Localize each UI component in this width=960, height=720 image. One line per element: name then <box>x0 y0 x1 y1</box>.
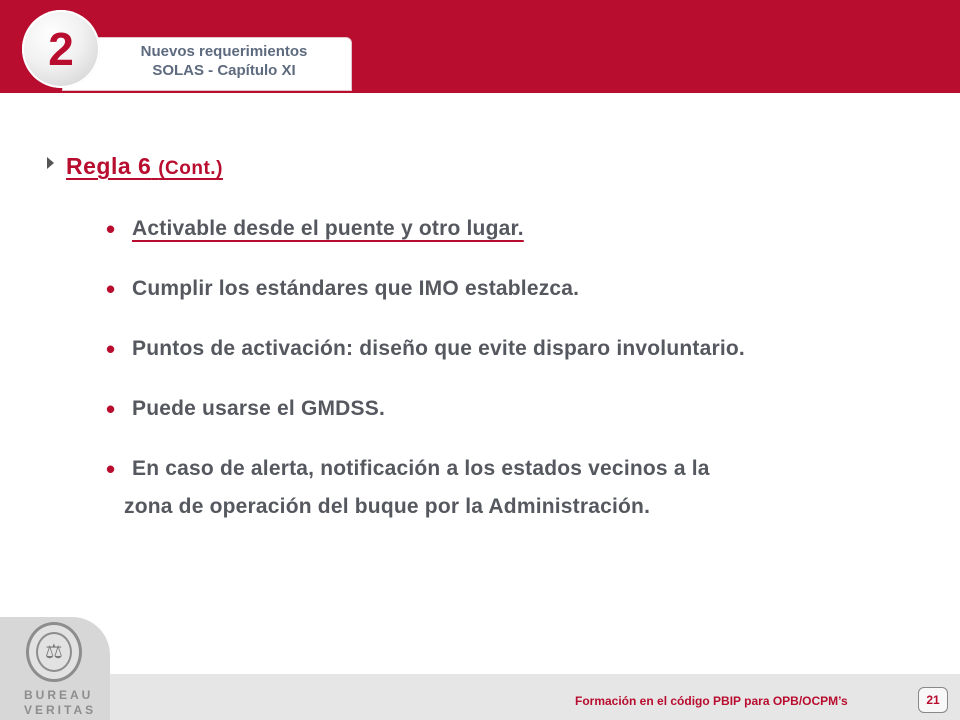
bullet-item: • Puede usarse el GMDSS. <box>106 390 906 428</box>
bullet-item: • Activable desde el puente y otro lugar. <box>106 210 906 248</box>
logo-word-bottom: VERITAS <box>24 703 97 717</box>
logo-word-top: BUREAU <box>24 688 94 702</box>
rule-heading-title: Regla 6 <box>66 153 152 179</box>
header-title-line2: SOLAS - Capítulo XI <box>152 62 296 79</box>
course-title: Formación en el código PBIP para OPB/OCPM’s <box>575 694 848 708</box>
seal-emblem-icon: ⚖ <box>45 641 63 663</box>
section-number: 2 <box>48 23 74 75</box>
bullet-list <box>106 210 906 548</box>
bullet-line-continuation: zona de operación del buque por la Administración. <box>124 495 651 518</box>
header-title-line1: Nuevos requerimientos <box>140 43 308 60</box>
rule-heading-suffix: (Cont.) <box>158 158 223 179</box>
triangle-right-icon <box>47 157 54 169</box>
rule-heading <box>66 153 223 180</box>
bullet-item-multiline <box>106 450 906 526</box>
bullet-item: • Puntos de activación: diseño que evite disparo involuntario. <box>106 330 906 368</box>
header-title <box>96 42 352 80</box>
bullet-line: En caso de alerta, notificación a los estados vecinos a la <box>132 457 710 480</box>
page-number: 21 <box>918 687 948 713</box>
bullet-item: • Cumplir los estándares que IMO establezca. <box>106 270 906 308</box>
